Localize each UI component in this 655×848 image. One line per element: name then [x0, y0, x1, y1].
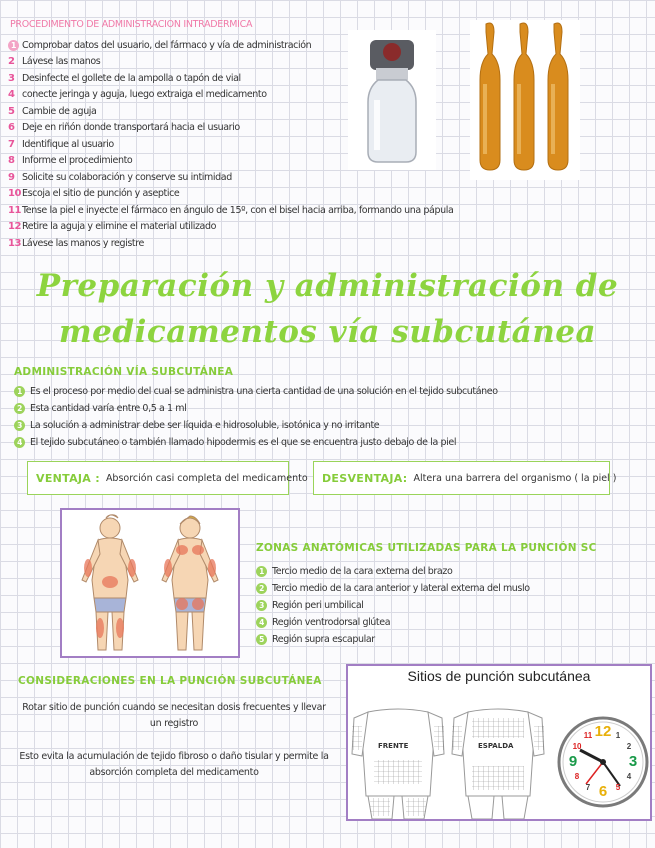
- item-number: 3: [14, 420, 25, 431]
- clock-number: 7: [585, 782, 591, 792]
- step-text: Tense la piel e inyecte el fármaco en ángulo de 15º, con el bisel hacia arriba, formando una pápula: [22, 204, 454, 216]
- body-zones-image: [60, 508, 240, 658]
- disadvantage-text: Altera una barrera del organismo ( la piel ): [413, 472, 617, 484]
- back-label: ESPALDA: [478, 742, 514, 750]
- clock-number: 8: [574, 772, 580, 781]
- item-number: 2: [14, 403, 25, 414]
- sites-title: Sitios de punción subcutánea: [407, 668, 591, 684]
- procedure-step: [8, 235, 453, 252]
- step-text: Escoja el sitio de punción y aseptice: [22, 188, 180, 200]
- item-text: Región supra escapular: [272, 634, 375, 645]
- clock-number: 1: [615, 731, 621, 741]
- zone-item: [256, 614, 530, 631]
- disadvantage-label: DESVENTAJA:: [322, 471, 408, 485]
- step-number: 8: [8, 155, 15, 167]
- step-number: 10: [8, 188, 22, 200]
- item-text: Tercio medio de la cara anterior y lateral externa del muslo: [272, 583, 530, 594]
- clock-number: 9: [568, 753, 578, 770]
- step-text: Informe el procedimiento: [22, 155, 133, 167]
- zone-item: [256, 597, 530, 614]
- step-text: Deje en riñón donde transportará hacia el usuario: [22, 122, 240, 134]
- sc-admin-list: [14, 383, 498, 451]
- main-title-line2: medicamentos vía subcutánea: [58, 314, 597, 350]
- item-number: 1: [256, 566, 267, 577]
- zones-heading: ZONAS ANATÓMICAS UTILIZADAS PARA LA PUNCIÓN SC: [256, 542, 597, 554]
- injection-sites-image: [346, 664, 652, 821]
- main-title-line1: Preparación y administración de: [36, 268, 619, 304]
- sc-admin-heading: ADMINISTRACIÓN VÍA SUBCUTÁNEA: [14, 366, 234, 378]
- step-text: Lávese las manos: [22, 56, 101, 68]
- clock-number: 11: [583, 731, 593, 741]
- step-number: 5: [8, 105, 15, 117]
- step-text: Solicite su colaboración y conserve su intimidad: [22, 171, 232, 183]
- advantage-label: VENTAJA :: [36, 471, 100, 485]
- procedure-step: [8, 186, 453, 203]
- item-text: Tercio medio de la cara externa del brazo: [272, 566, 453, 577]
- item-number: 3: [256, 600, 267, 611]
- considerations-p1: Rotar sitio de punción cuando se necesitan dosis frecuentes y llevar un registro: [22, 702, 326, 729]
- item-text: Esta cantidad varía entre 0,5 a 1 ml: [30, 403, 187, 414]
- clock-number: 4: [626, 772, 632, 781]
- clock-number: 3: [628, 753, 638, 770]
- vial-image: [348, 30, 436, 170]
- item-number: 4: [14, 437, 25, 448]
- item-text: La solución a administrar debe ser líquida e hidrosoluble, isotónica y no irritante: [30, 420, 380, 431]
- step-number: 7: [8, 138, 15, 150]
- step-number: 12: [8, 221, 22, 233]
- step-text: Retire la aguja y elimine el material utilizado: [22, 221, 217, 233]
- item-number: 2: [256, 583, 267, 594]
- step-number: 9: [8, 171, 15, 183]
- step-text: Identifique al usuario: [22, 138, 114, 150]
- procedure-step: [8, 169, 453, 186]
- item-text: Es el proceso por medio del cual se administra una cierta cantidad de una solución en el tejido subcutáneo: [30, 386, 498, 397]
- zone-item: [256, 631, 530, 648]
- step-text: conecte jeringa y aguja, luego extraiga el medicamento: [22, 89, 267, 101]
- clock-number: 2: [626, 742, 632, 751]
- step-text: Cambie de aguja: [22, 105, 97, 117]
- step-number: 1: [8, 40, 19, 51]
- item-number: 5: [256, 634, 267, 645]
- step-number: 2: [8, 56, 15, 68]
- step-text: Lávese las manos y registre: [22, 237, 144, 249]
- step-number: 6: [8, 122, 15, 134]
- item-number: 4: [256, 617, 267, 628]
- step-text: Comprobar datos del usuario, del fármaco y vía de administración: [22, 39, 312, 51]
- item-number: 1: [14, 386, 25, 397]
- sc-admin-item: [14, 417, 498, 434]
- sc-admin-item: [14, 434, 498, 451]
- item-text: El tejido subcutáneo o también llamado hipodermis es el que se encuentra justo debajo de la piel: [30, 437, 457, 448]
- step-text: Desinfecte el gollete de la ampolla o tapón de vial: [22, 72, 241, 84]
- step-number: 11: [8, 204, 22, 216]
- advantage-text: Absorción casi completa del medicamento: [105, 472, 308, 484]
- clock-number: 6: [598, 783, 608, 800]
- clock-number: 12: [594, 723, 612, 740]
- advantage-box: [27, 461, 308, 495]
- sc-admin-item: [14, 400, 498, 417]
- procedure-step: [8, 219, 453, 236]
- step-number: 3: [8, 72, 15, 84]
- zones-list: [256, 563, 530, 648]
- considerations-p2: Esto evita la acumulación de tejido fibroso o daño tisular y permite la absorción completa del medicamento: [19, 751, 329, 778]
- front-label: FRENTE: [378, 742, 409, 750]
- item-text: Región peri umbilical: [272, 600, 364, 611]
- procedure-title: PROCEDIMENTO DE ADMINISTRACION INTRADERMICA: [10, 19, 253, 30]
- step-number: 13: [8, 237, 22, 249]
- considerations-heading: CONSIDERACIONES EN LA PUNCIÓN SUBCUTÁNEA: [18, 675, 322, 687]
- step-number: 4: [8, 89, 15, 101]
- zone-item: [256, 563, 530, 580]
- sc-admin-item: [14, 383, 498, 400]
- procedure-step: [8, 202, 453, 219]
- disadvantage-box: [313, 461, 617, 495]
- item-text: Región ventrodorsal glútea: [272, 617, 391, 628]
- zone-item: [256, 580, 530, 597]
- clock-number: 5: [615, 782, 621, 792]
- ampoules-image: [470, 20, 580, 180]
- clock-number: 10: [572, 742, 582, 751]
